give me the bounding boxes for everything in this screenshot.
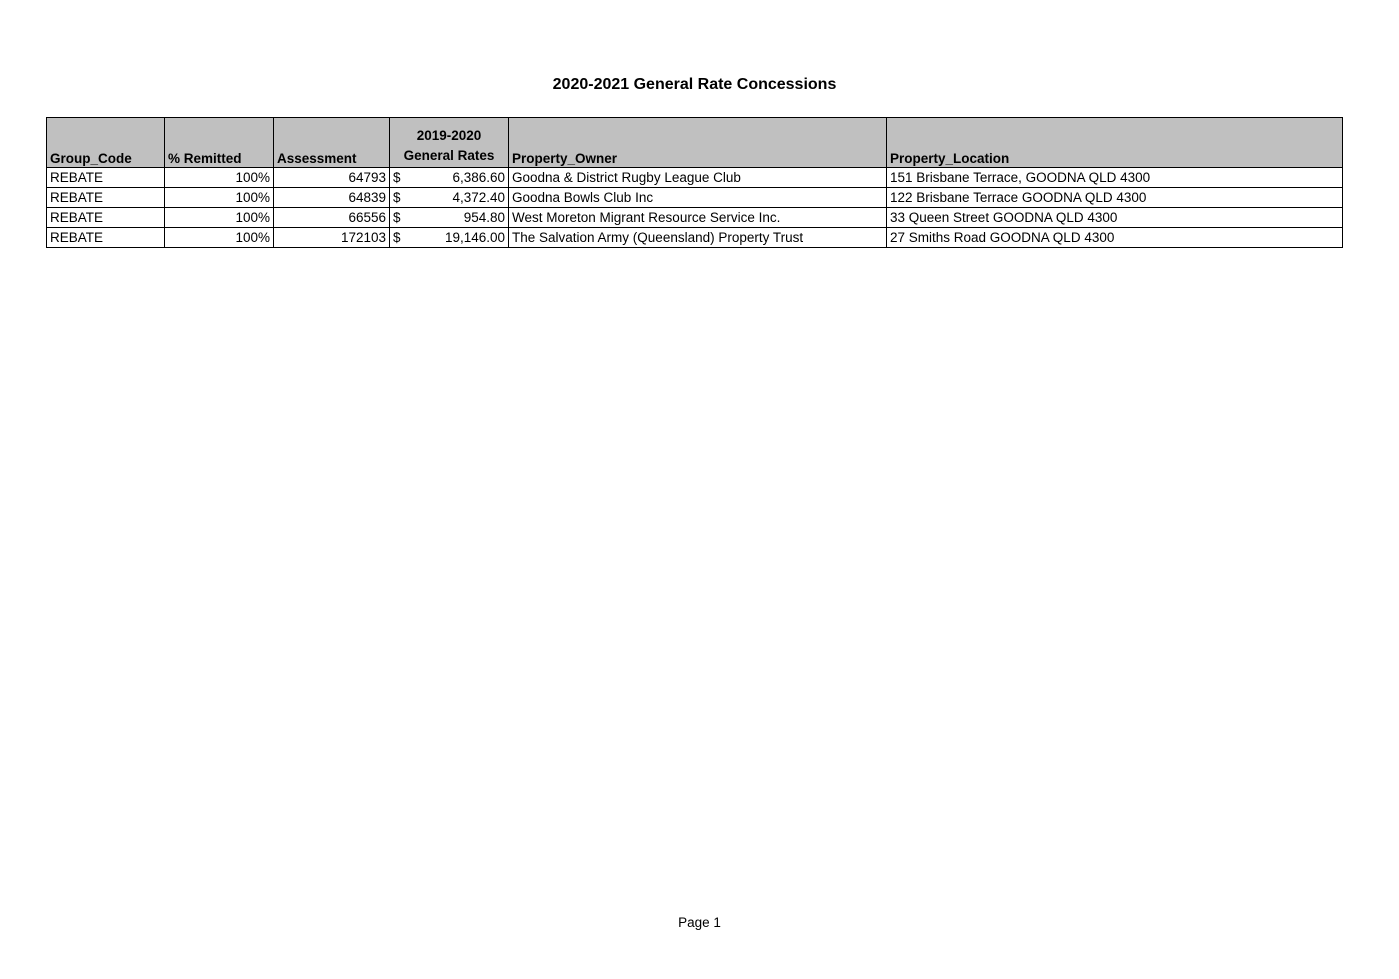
cell-general-rates (390, 168, 509, 188)
cell-property-owner: Goodna & District Rugby League Club (509, 168, 887, 188)
page-number: Page 1 (678, 915, 721, 930)
cell-general-rates (390, 188, 509, 208)
cell-property-location: 33 Queen Street GOODNA QLD 4300 (887, 208, 1343, 228)
cell-property-location: 151 Brisbane Terrace, GOODNA QLD 4300 (887, 168, 1343, 188)
header-general-rates-line1: 2019-2020 (416, 128, 482, 143)
cell-group-code: REBATE (47, 168, 165, 188)
currency-symbol: $ (393, 230, 401, 245)
cell-assessment: 172103 (274, 228, 390, 248)
cell-assessment: 64839 (274, 188, 390, 208)
cell-property-location: 27 Smiths Road GOODNA QLD 4300 (887, 228, 1343, 248)
cell-pct-remitted: 100% (165, 208, 274, 228)
currency-symbol: $ (393, 190, 401, 205)
cell-general-rates (390, 228, 509, 248)
cell-pct-remitted: 100% (165, 228, 274, 248)
cell-general-rates (390, 208, 509, 228)
cell-property-location: 122 Brisbane Terrace GOODNA QLD 4300 (887, 188, 1343, 208)
currency-symbol: $ (393, 210, 401, 225)
rate-concessions-table (46, 117, 1343, 248)
cell-group-code: REBATE (47, 228, 165, 248)
cell-property-owner: Goodna Bowls Club Inc (509, 188, 887, 208)
header-group-code: Group_Code (47, 118, 165, 168)
rates-amount: 6,386.60 (452, 170, 505, 185)
header-assessment: Assessment (274, 118, 390, 168)
rates-amount: 954.80 (463, 210, 505, 225)
header-property-location: Property_Location (887, 118, 1343, 168)
document-title: 2020-2021 General Rate Concessions (552, 76, 837, 93)
cell-pct-remitted: 100% (165, 168, 274, 188)
rates-amount: 19,146.00 (444, 230, 505, 245)
table-row (47, 188, 1343, 208)
cell-group-code: REBATE (47, 208, 165, 228)
header-general-rates (390, 118, 509, 168)
table-row (47, 168, 1343, 188)
cell-pct-remitted: 100% (165, 188, 274, 208)
cell-group-code: REBATE (47, 188, 165, 208)
table-row (47, 208, 1343, 228)
cell-property-owner: West Moreton Migrant Resource Service Inc. (509, 208, 887, 228)
currency-symbol: $ (393, 170, 401, 185)
cell-assessment: 64793 (274, 168, 390, 188)
cell-property-owner: The Salvation Army (Queensland) Property Trust (509, 228, 887, 248)
rates-amount: 4,372.40 (452, 190, 505, 205)
table-row (47, 228, 1343, 248)
header-pct-remitted: % Remitted (165, 118, 274, 168)
header-general-rates-line2: General Rates (403, 148, 495, 163)
cell-assessment: 66556 (274, 208, 390, 228)
table-header-row (47, 118, 1343, 168)
header-property-owner: Property_Owner (509, 118, 887, 168)
